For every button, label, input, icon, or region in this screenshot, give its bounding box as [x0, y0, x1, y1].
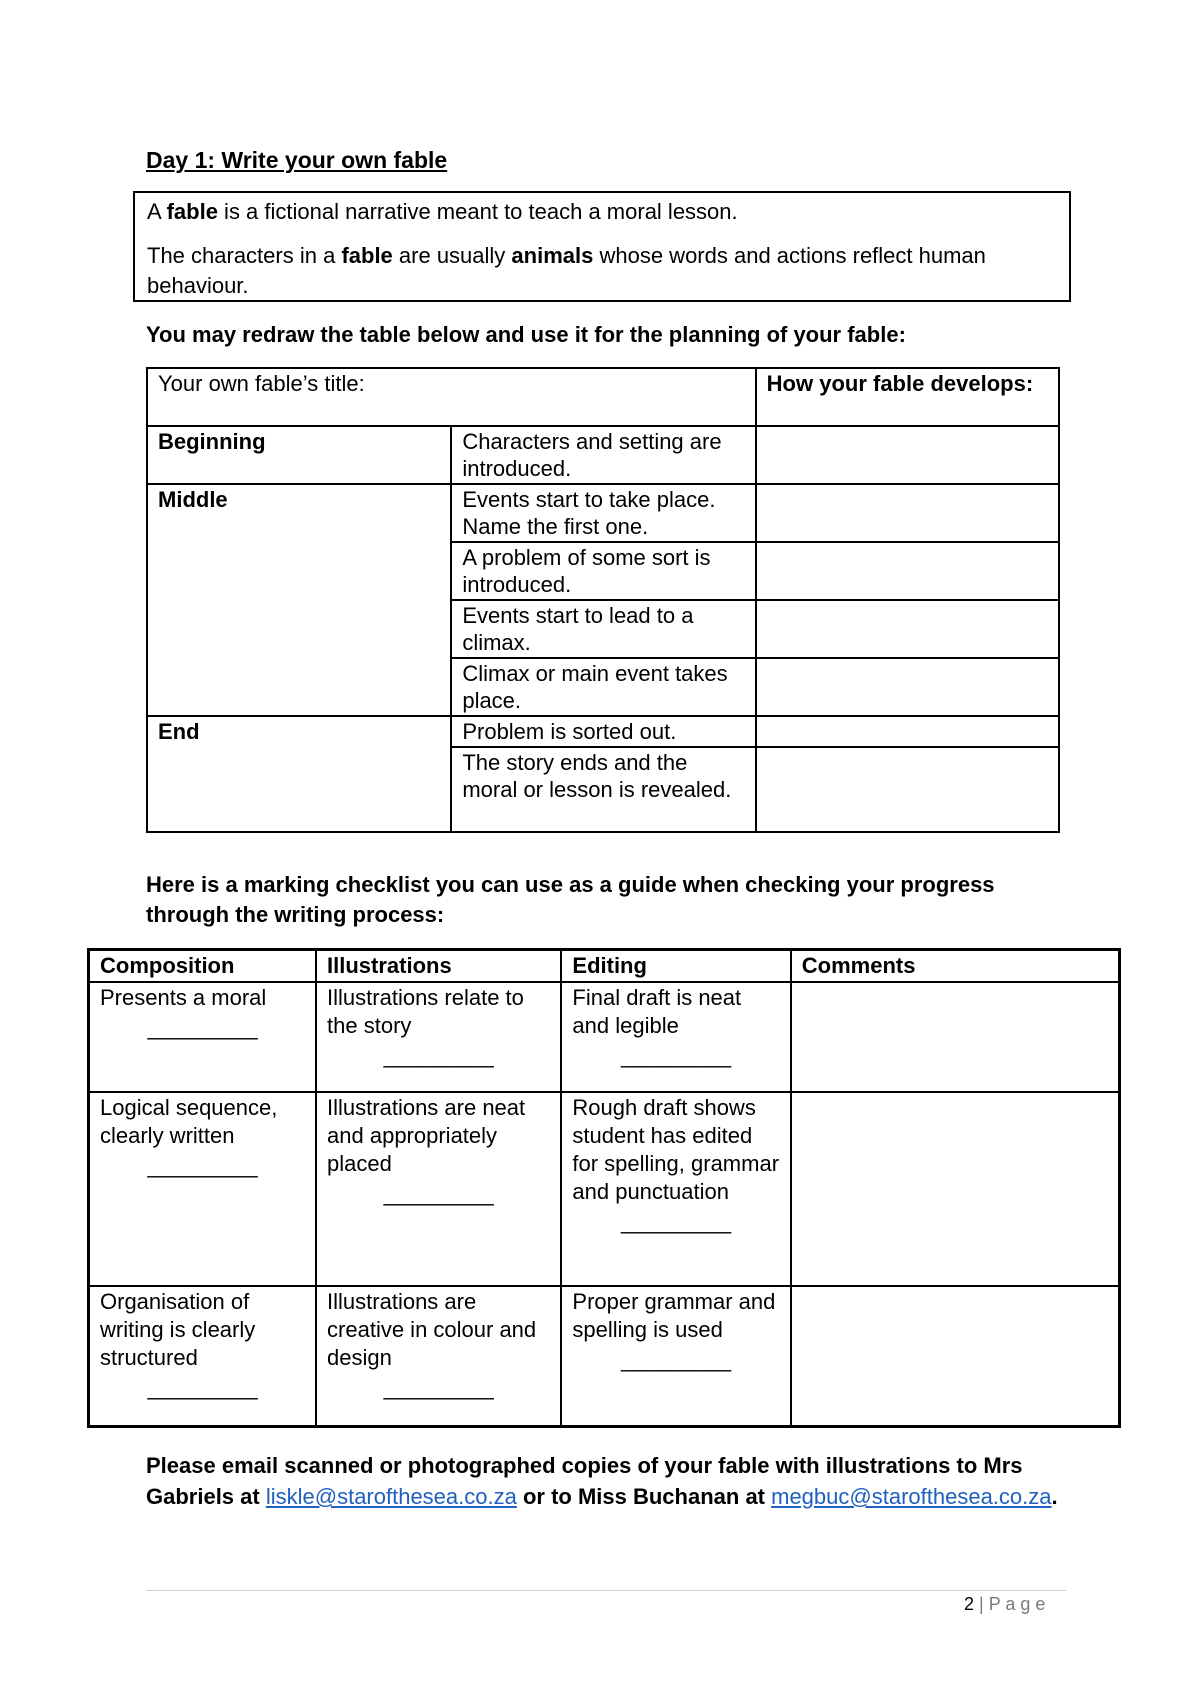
comments-cell[interactable] [791, 1286, 1120, 1427]
email-link-gabriels[interactable]: liskle@starofthesea.co.za [265, 1484, 517, 1509]
develops-cell[interactable] [756, 484, 1059, 542]
planning-table [146, 367, 1060, 833]
comments-cell[interactable] [791, 1092, 1120, 1286]
checklist-cell: Illustrations relate to the story _________ [316, 982, 561, 1092]
table-row [89, 982, 1120, 1092]
plan-step: Characters and setting are introduced. [451, 426, 755, 484]
mark-blank[interactable]: _________ [147, 1375, 258, 1400]
title-cell[interactable]: Your own fable’s title: [147, 368, 756, 426]
mark-blank[interactable]: _________ [621, 1209, 732, 1234]
mark-blank[interactable]: _________ [383, 1375, 494, 1400]
mark-blank[interactable]: _________ [383, 1043, 494, 1068]
plan-step: Problem is sorted out. [451, 716, 755, 747]
stage-end: End [147, 716, 451, 832]
plan-step: The story ends and the moral or lesson is revealed. [451, 747, 755, 832]
develops-cell[interactable] [756, 600, 1059, 658]
header-comments: Comments [791, 950, 1120, 983]
develops-cell[interactable] [756, 658, 1059, 716]
definition-line-2: The characters in a fable are usually animals whose words and actions reflect human behaviour. [147, 243, 986, 298]
stage-middle: Middle [147, 484, 451, 716]
checklist-cell: Logical sequence, clearly written _________ [89, 1092, 317, 1286]
develops-header: How your fable develops: [756, 368, 1059, 426]
mark-blank[interactable]: _________ [147, 1015, 258, 1040]
mark-blank[interactable]: _________ [621, 1043, 732, 1068]
definition-line-1: A fable is a fictional narrative meant to teach a moral lesson. [147, 199, 738, 224]
page-label: P a g e [988, 1594, 1046, 1614]
checklist-cell: Proper grammar and spelling is used _________ [561, 1286, 790, 1427]
table-row [89, 1092, 1120, 1286]
plan-step: A problem of some sort is introduced. [451, 542, 755, 600]
checklist-cell: Illustrations are neat and appropriately placed _________ [316, 1092, 561, 1286]
plan-step: Events start to take place. Name the first one. [451, 484, 755, 542]
develops-cell[interactable] [756, 426, 1059, 484]
footer-divider [146, 1590, 1066, 1591]
email-link-buchanan[interactable]: megbuc@starofthesea.co.za [771, 1484, 1052, 1509]
checklist-cell: Presents a moral _________ [89, 982, 317, 1092]
checklist-intro: Here is a marking checklist you can use as a guide when checking your progress through the writing process: [146, 872, 995, 927]
planning-instruction: You may redraw the table below and use it for the planning of your fable: [146, 322, 906, 347]
page-heading: Day 1: Write your own fable [146, 147, 448, 173]
checklist-cell: Rough draft shows student has edited for spelling, grammar and punctuation _________ [561, 1092, 790, 1286]
plan-step: Events start to lead to a climax. [451, 600, 755, 658]
page-number: 2 [964, 1594, 975, 1614]
header-editing: Editing [561, 950, 790, 983]
develops-cell[interactable] [756, 747, 1059, 832]
mark-blank[interactable]: _________ [147, 1153, 258, 1178]
marking-checklist [87, 948, 1121, 1428]
develops-cell[interactable] [756, 542, 1059, 600]
stage-beginning: Beginning [147, 426, 451, 484]
header-composition: Composition [89, 950, 317, 983]
email-instructions: Please email scanned or photographed copies of your fable with illustrations to Mrs Gabriels at liskle@starofthesea.co.za or to Miss Buchanan at megbuc@starofthesea.co.za. [146, 1453, 1058, 1509]
mark-blank[interactable]: _________ [383, 1181, 494, 1206]
header-illustrations: Illustrations [316, 950, 561, 983]
checklist-cell: Organisation of writing is clearly structured _________ [89, 1286, 317, 1427]
table-row [89, 1286, 1120, 1427]
comments-cell[interactable] [791, 982, 1120, 1092]
develops-cell[interactable] [756, 716, 1059, 747]
page-footer: 2 | P a g e [964, 1594, 1046, 1614]
definition-box [133, 191, 1071, 302]
mark-blank[interactable]: _________ [621, 1347, 732, 1372]
checklist-cell: Illustrations are creative in colour and design _________ [316, 1286, 561, 1427]
plan-step: Climax or main event takes place. [451, 658, 755, 716]
checklist-cell: Final draft is neat and legible _________ [561, 982, 790, 1092]
